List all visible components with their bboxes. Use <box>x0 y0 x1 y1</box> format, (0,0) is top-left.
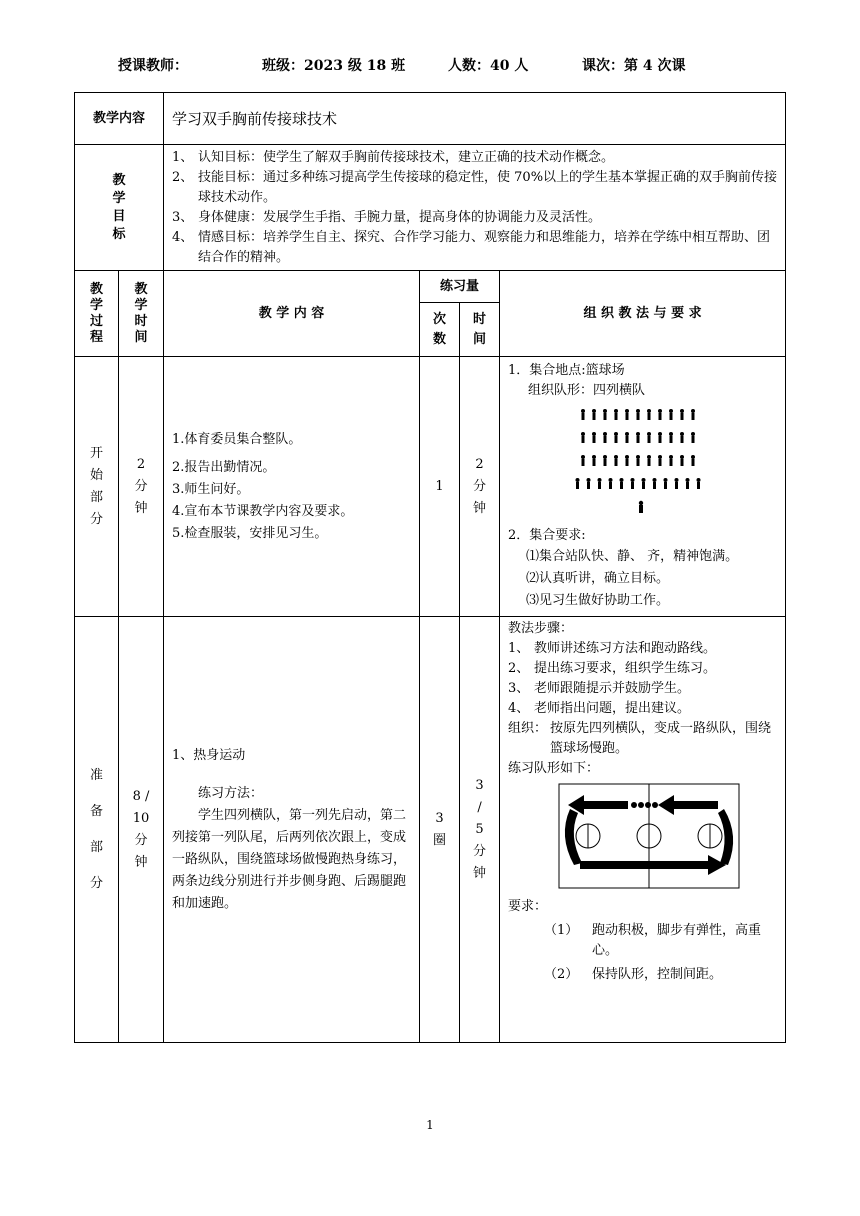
student-figure <box>647 409 651 420</box>
student-figure <box>669 455 673 466</box>
student-figure <box>631 478 635 489</box>
student-figure <box>669 432 673 443</box>
start-item: 1.体育委员集合整队。 <box>172 431 302 447</box>
col-duration-header: 时间 <box>460 303 500 357</box>
header-count: 人数：40 人 <box>448 58 529 74</box>
objective-item: 3、 身体健康：发展学生手指、手腕力量，提高身体的协调能力及灵活性。 <box>172 209 602 225</box>
col-process-header: 教学过程 <box>75 271 119 357</box>
student-figure <box>609 478 613 489</box>
start-times: 1 <box>420 357 460 617</box>
org-item: 组织： 按原先四列横队，变成一路纵队，围绕篮球场慢跑。 <box>508 721 772 756</box>
student-figure <box>664 478 668 489</box>
student-figure <box>691 432 695 443</box>
start-duration: 2 分 钟 <box>460 357 500 617</box>
runner-dot <box>638 802 644 808</box>
content-value: 学习双手胸前传接球技术 <box>164 93 786 145</box>
prep-times: 3 圈 <box>420 617 460 1043</box>
student-figure <box>658 432 662 443</box>
prep-process: 准 备 部 分 <box>75 617 119 1043</box>
student-figure <box>642 478 646 489</box>
col-content-header: 教 学 内 容 <box>164 271 420 357</box>
warmup-method-text: 学生四列横队，第一列先启动，第二列接第一列队尾，后两列依次跟上，变成一路纵队，围绕篮球场做慢跑热身练习，两条边线分别进行并步侧身跑、后踢腿跑和加速跑。 <box>172 807 407 911</box>
student-figure <box>686 478 690 489</box>
student-figure <box>625 432 629 443</box>
student-figure <box>581 432 585 443</box>
start-method <box>500 357 786 617</box>
student-figure <box>675 478 679 489</box>
col-time-header: 教学时间 <box>119 271 164 357</box>
student-figure <box>647 432 651 443</box>
page-number: 1 <box>426 1118 434 1132</box>
col-amount-header: 练习量 <box>420 271 500 303</box>
student-figure <box>691 455 695 466</box>
student-figure <box>625 409 629 420</box>
student-figure <box>598 478 602 489</box>
student-figure <box>680 455 684 466</box>
student-figure <box>614 432 618 443</box>
header-lesson: 课次：第 4 次课 <box>582 58 686 74</box>
four-row-formation <box>508 405 777 522</box>
student-figure <box>680 409 684 420</box>
header-teacher: 授课教师： <box>118 58 188 74</box>
step-item: 2、 提出练习要求，组织学生练习。 <box>508 661 717 676</box>
teacher-figure <box>639 501 643 513</box>
student-figure <box>647 455 651 466</box>
student-figure <box>614 455 618 466</box>
col-method-header: 组 织 教 法 与 要 求 <box>500 271 786 357</box>
runner-dot <box>652 802 658 808</box>
student-figure <box>614 409 618 420</box>
objective-item: 1、 认知目标：使学生了解双手胸前传接球技术，建立正确的技术动作概念。 <box>172 149 615 165</box>
gather-place: 1．集合地点:篮球场 <box>508 363 625 378</box>
student-figure <box>581 455 585 466</box>
runner-dot <box>631 802 637 808</box>
student-figure <box>592 409 596 420</box>
start-item: 4.宣布本节课教学内容及要求。 <box>172 503 354 519</box>
student-figure <box>680 432 684 443</box>
start-process: 开始部分 <box>75 357 119 617</box>
student-figure <box>625 455 629 466</box>
gather-req: ⑶见习生做好协助工作。 <box>526 593 670 608</box>
student-figure <box>691 409 695 420</box>
objective-item: 4、 情感目标：培养学生自主、探究、合作学习能力、观察能力和思维能力，培养在学练中相互帮助、团结合作的精神。 <box>172 229 771 265</box>
student-figure <box>697 478 701 489</box>
header-class: 班级：2023 级 18 班 <box>262 58 406 74</box>
req-label: 要求： <box>508 899 548 914</box>
formation-caption: 练习队形如下： <box>508 761 600 776</box>
objective-item: 2、 技能目标：通过多种练习提高学生传接球的稳定性，使 70%以上的学生基本掌握正确的双手胸前传接球技术动作。 <box>172 169 778 205</box>
warmup-method-label: 练习方法： <box>198 785 264 801</box>
student-figure <box>592 455 596 466</box>
runner-dot <box>645 802 651 808</box>
formation-figures <box>508 405 778 515</box>
content-label: 教学内容 <box>75 93 164 145</box>
student-figure <box>653 478 657 489</box>
step-item: 1、 教师讲述练习方法和跑动路线。 <box>508 641 717 656</box>
prep-duration: 3 / 5 分 钟 <box>460 617 500 1043</box>
student-figure <box>636 409 640 420</box>
gather-req: ⑴集合站队快、静、 齐，精神饱满。 <box>526 549 739 564</box>
student-figure <box>576 478 580 489</box>
col-times-header: 次数 <box>420 303 460 357</box>
student-figure <box>603 455 607 466</box>
objectives-label: 教学目标 <box>75 145 164 271</box>
start-time: 2 分 钟 <box>119 357 164 617</box>
gather-req: ⑵认真听讲，确立目标。 <box>526 571 670 586</box>
student-figure <box>636 432 640 443</box>
step-item: 4、 老师指出问题，提出建议。 <box>508 701 691 716</box>
student-figure <box>592 432 596 443</box>
req-item: （2） 保持队形，控制间距。 <box>544 967 723 982</box>
lesson-plan-table <box>74 92 786 1043</box>
student-figure <box>603 409 607 420</box>
steps-label: 教法步骤： <box>508 621 574 636</box>
formation-label: 组织队形：四列横队 <box>528 383 646 398</box>
start-item: 2.报告出勤情况。 <box>172 459 276 475</box>
student-figure <box>669 409 673 420</box>
prep-time: 8 / 10 分 钟 <box>119 617 164 1043</box>
court-running-diagram <box>558 783 740 889</box>
prep-method <box>500 617 786 1043</box>
student-figure <box>581 409 585 420</box>
warmup-title: 1、热身运动 <box>172 747 246 763</box>
student-figure <box>603 432 607 443</box>
student-figure <box>658 455 662 466</box>
student-figure <box>587 478 591 489</box>
student-figure <box>620 478 624 489</box>
prep-content <box>164 617 420 1043</box>
start-item: 3.师生问好。 <box>172 481 250 497</box>
req-item: （1） 跑动积极，脚步有弹性，高重心。 <box>544 923 762 958</box>
objectives-list <box>164 145 786 271</box>
step-item: 3、 老师跟随提示并鼓励学生。 <box>508 681 691 696</box>
student-figure <box>658 409 662 420</box>
start-content <box>164 357 420 617</box>
student-figure <box>636 455 640 466</box>
gather-req-label: 2．集合要求: <box>508 528 586 543</box>
start-item: 5.检查服装，安排见习生。 <box>172 525 328 541</box>
